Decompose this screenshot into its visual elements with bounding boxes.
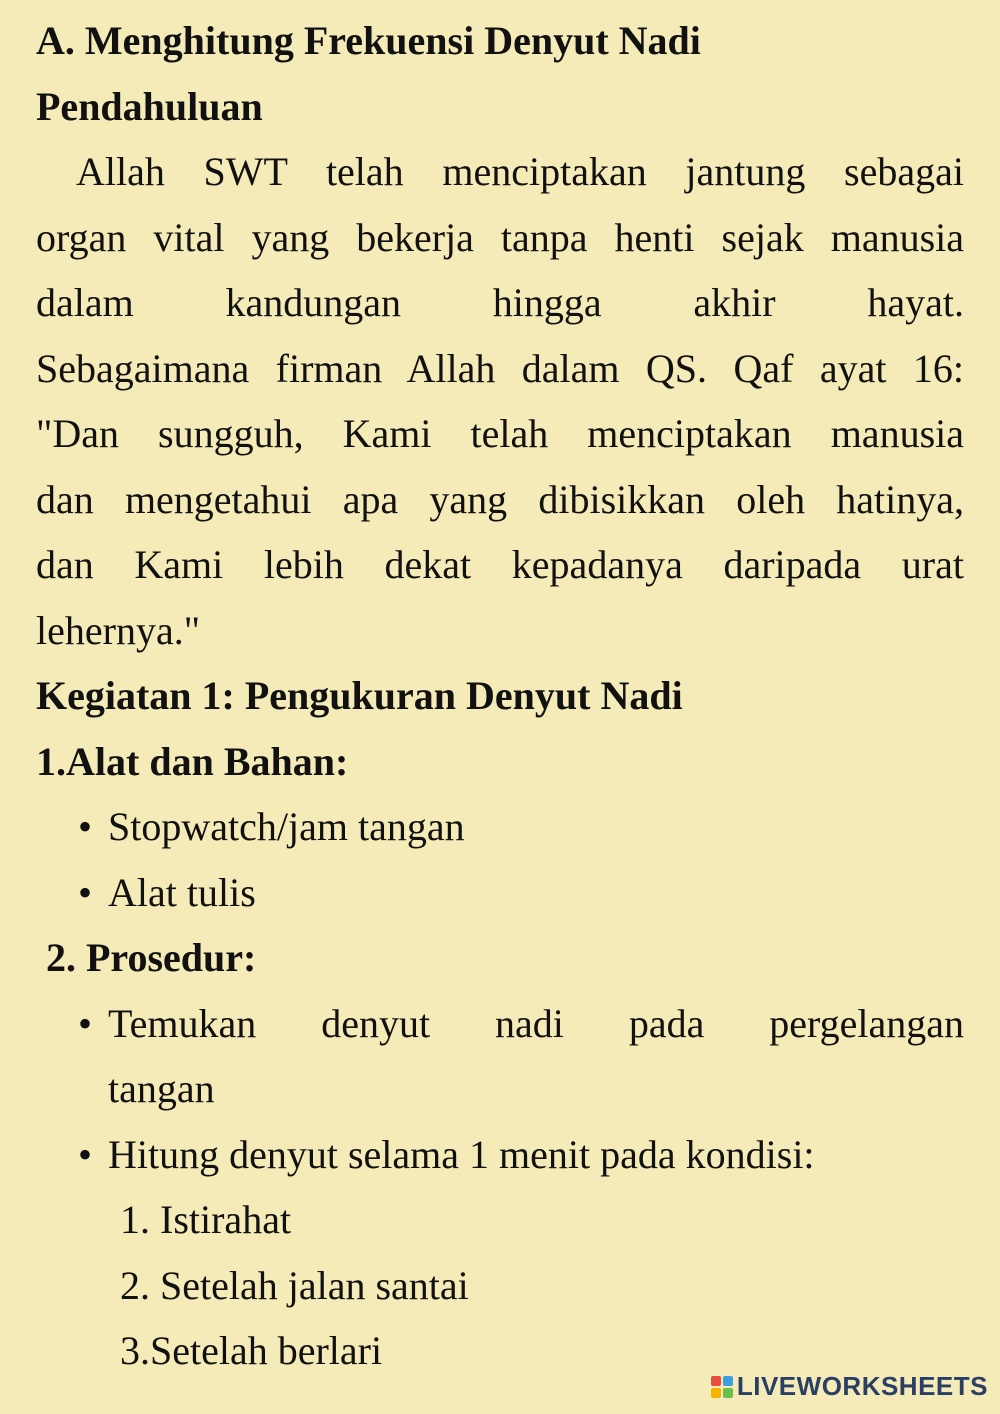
procedure-title: 2. Prosedur: <box>46 935 257 980</box>
procedure-step: Hitung denyut selama 1 menit pada kondisi: <box>108 1131 815 1177</box>
logo-mark-icon <box>711 1376 733 1398</box>
bullet-icon: • <box>78 1131 93 1177</box>
intro-line: lehernya." <box>36 607 201 653</box>
procedure-step: Temukan denyut nadi pada pergelangan <box>108 1000 964 1046</box>
activity-title: Kegiatan 1: Pengukuran Denyut Nadi <box>36 673 683 718</box>
condition-item: 2. Setelah jalan santai <box>120 1262 469 1308</box>
bullet-icon: • <box>78 869 93 915</box>
list-item <box>36 860 964 926</box>
list-item <box>36 794 964 860</box>
worksheet-page <box>36 0 964 1384</box>
logo-text: LIVEWORKSHEETS <box>736 1371 988 1401</box>
tool-item: Stopwatch/jam tangan <box>108 804 465 849</box>
procedure-step-continued: tangan <box>108 1066 215 1111</box>
intro-line: organ vital yang bekerja tanpa henti sejak manusia <box>36 214 964 260</box>
intro-line: dalam kandungan hingga akhir hayat. <box>36 280 964 325</box>
intro-title: Pendahuluan <box>36 83 263 129</box>
list-item <box>36 1122 964 1188</box>
list-item <box>36 991 964 1057</box>
bullet-icon: • <box>78 1000 93 1046</box>
condition-item: 3.Setelah berlari <box>120 1328 383 1373</box>
intro-line: Sebagaimana firman Allah dalam QS. Qaf ayat 16: <box>36 345 964 391</box>
intro-line: dan mengetahui apa yang dibisikkan oleh hatinya, <box>36 476 964 522</box>
bullet-icon: • <box>78 804 93 849</box>
tools-title: 1.Alat dan Bahan: <box>36 738 349 784</box>
section-heading: A. Menghitung Frekuensi Denyut Nadi <box>36 18 701 63</box>
intro-line: "Dan sungguh, Kami telah menciptakan manusia <box>36 411 964 456</box>
liveworksheets-logo[interactable] <box>711 1371 988 1402</box>
intro-line: Allah SWT telah menciptakan jantung sebagai <box>76 149 964 194</box>
tool-item: Alat tulis <box>108 869 256 915</box>
intro-line: dan Kami lebih dekat kepadanya daripada urat <box>36 542 964 587</box>
condition-item: 1. Istirahat <box>120 1197 292 1242</box>
